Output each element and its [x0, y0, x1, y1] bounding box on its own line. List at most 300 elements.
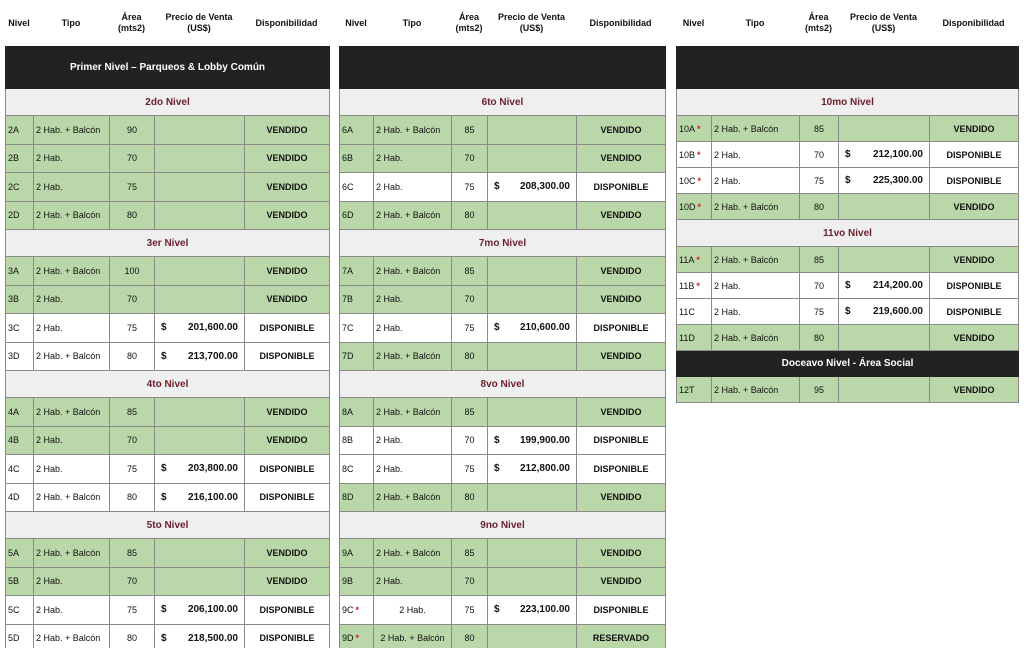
unit-table — [676, 46, 1019, 403]
header-nivel: Nivel — [345, 17, 367, 28]
level-banner-label: Primer Nivel – Parqueos & Lobby Común — [6, 47, 330, 89]
unit-id: 4B — [8, 435, 20, 446]
tipo-cell: 2 Hab. — [712, 168, 800, 194]
table-row[interactable] — [677, 194, 1019, 220]
price-value — [157, 633, 242, 644]
price-cell — [488, 314, 577, 343]
table-row[interactable] — [677, 247, 1019, 273]
currency-symbol: $ — [494, 463, 500, 475]
availability-status: DISPONIBLE — [930, 168, 1019, 194]
tipo-cell: 2 Hab. + Balcón — [34, 483, 110, 512]
level-section-header — [677, 351, 1019, 377]
table-row[interactable] — [340, 257, 666, 286]
table-row[interactable] — [340, 426, 666, 455]
unit-id: 10B — [679, 149, 696, 160]
asterisk-icon: * — [697, 149, 701, 160]
table-row[interactable] — [340, 483, 666, 512]
tipo-cell: 2 Hab. + Balcón — [374, 342, 452, 371]
price-cell — [488, 567, 577, 596]
table-row[interactable] — [340, 285, 666, 314]
tipo-cell: 2 Hab. — [374, 426, 452, 455]
asterisk-icon: * — [696, 280, 700, 291]
area-cell: 80 — [110, 201, 155, 230]
price-cell — [155, 567, 245, 596]
tipo-cell: 2 Hab. + Balcón — [374, 116, 452, 145]
unit-id: 2A — [8, 124, 20, 135]
asterisk-icon: * — [355, 633, 360, 644]
tipo-cell: 2 Hab. + Balcón — [34, 257, 110, 286]
price-cell — [839, 194, 930, 220]
table-row[interactable] — [6, 539, 330, 568]
table-header — [5, 0, 329, 46]
price-amount: 212,800.00 — [519, 463, 570, 475]
availability-status: VENDIDO — [245, 173, 330, 202]
price-cell — [839, 273, 930, 299]
header-precio: Precio de Venta (US$) — [849, 12, 918, 33]
level-title: Doceavo Nivel - Área Social — [677, 351, 1019, 377]
price-table-column-1 — [5, 0, 329, 648]
unit-id: 5C — [8, 604, 20, 615]
availability-status: DISPONIBLE — [930, 273, 1019, 299]
level-banner — [6, 47, 330, 89]
availability-status: DISPONIBLE — [930, 299, 1019, 325]
tipo-cell: 2 Hab. + Balcón — [374, 624, 452, 648]
tipo-cell: 2 Hab. — [34, 314, 110, 343]
price-value — [841, 280, 927, 291]
unit-id: 8C — [342, 463, 354, 474]
level-section-header — [340, 512, 666, 539]
currency-symbol: $ — [494, 181, 500, 193]
price-cell — [488, 144, 577, 173]
table-row[interactable] — [340, 398, 666, 427]
price-amount: 213,700.00 — [187, 350, 238, 362]
header-tipo: Tipo — [745, 17, 765, 28]
level-banner-label — [340, 47, 666, 89]
unit-id: 10C — [679, 175, 696, 186]
table-row[interactable] — [6, 342, 330, 371]
availability-status: DISPONIBLE — [245, 455, 330, 484]
price-cell — [155, 426, 245, 455]
table-row[interactable] — [6, 398, 330, 427]
level-title: 11vo Nivel — [677, 220, 1019, 247]
price-value — [841, 306, 927, 317]
price-cell — [488, 173, 577, 202]
tipo-cell: 2 Hab. — [34, 285, 110, 314]
currency-symbol: $ — [494, 322, 500, 334]
price-value — [157, 604, 242, 615]
unit-id: 2C — [8, 181, 20, 192]
table-row[interactable] — [677, 325, 1019, 351]
table-row[interactable] — [340, 144, 666, 173]
unit-id: 11B — [679, 280, 695, 291]
area-cell: 90 — [110, 116, 155, 145]
tipo-cell: 2 Hab. — [374, 314, 452, 343]
price-cell — [155, 173, 245, 202]
area-cell: 85 — [800, 247, 839, 273]
table-row[interactable] — [6, 596, 330, 625]
table-row[interactable] — [677, 116, 1019, 142]
tipo-cell: 2 Hab. + Balcón — [34, 342, 110, 371]
table-row[interactable] — [340, 201, 666, 230]
unit-cell — [677, 273, 712, 299]
unit-cell — [340, 624, 374, 648]
availability-status: DISPONIBLE — [930, 142, 1019, 168]
unit-table — [5, 46, 330, 648]
availability-status: DISPONIBLE — [245, 314, 330, 343]
table-row[interactable] — [6, 426, 330, 455]
price-cell — [155, 539, 245, 568]
unit-id: 2D — [8, 210, 20, 221]
unit-cell — [677, 247, 712, 273]
table-row[interactable] — [6, 455, 330, 484]
price-cell — [488, 257, 577, 286]
header-tipo: Tipo — [402, 17, 422, 28]
availability-status: VENDIDO — [930, 116, 1019, 142]
table-row[interactable] — [6, 257, 330, 286]
table-row[interactable] — [6, 201, 330, 230]
unit-id: 3A — [8, 265, 20, 276]
tipo-cell: 2 Hab. + Balcón — [712, 325, 800, 351]
unit-cell — [677, 168, 712, 194]
availability-status: VENDIDO — [577, 116, 666, 145]
area-cell: 70 — [110, 567, 155, 596]
availability-status: VENDIDO — [245, 201, 330, 230]
area-cell: 85 — [452, 539, 488, 568]
unit-cell — [6, 201, 34, 230]
table-row[interactable] — [6, 285, 330, 314]
table-row[interactable] — [340, 455, 666, 484]
price-value — [841, 175, 927, 186]
header-precio: Precio de Venta (US$) — [165, 12, 233, 33]
price-value — [490, 435, 574, 446]
header-precio: Precio de Venta (US$) — [497, 12, 566, 33]
header-disponibilidad: Disponibilidad — [255, 17, 318, 28]
price-value — [490, 322, 574, 333]
price-amount: 199,900.00 — [519, 434, 570, 446]
unit-id: 7D — [342, 351, 354, 362]
currency-symbol: $ — [845, 306, 851, 317]
availability-status: VENDIDO — [245, 539, 330, 568]
table-row[interactable] — [6, 567, 330, 596]
unit-cell — [677, 116, 712, 142]
currency-symbol: $ — [161, 491, 167, 503]
price-amount: 206,100.00 — [187, 604, 238, 616]
price-cell — [839, 299, 930, 325]
currency-symbol: $ — [161, 604, 167, 616]
tipo-cell: 2 Hab. — [34, 173, 110, 202]
tipo-cell: 2 Hab. + Balcón — [712, 116, 800, 142]
tipo-cell: 2 Hab. — [374, 144, 452, 173]
level-title: 8vo Nivel — [340, 371, 666, 398]
price-amount: 210,600.00 — [519, 322, 570, 334]
unit-id: 4C — [8, 463, 20, 474]
price-value — [157, 463, 242, 474]
availability-status: VENDIDO — [245, 567, 330, 596]
asterisk-icon: * — [697, 201, 702, 212]
availability-status: VENDIDO — [930, 247, 1019, 273]
table-row[interactable] — [340, 539, 666, 568]
header-area: Área (mts2) — [117, 12, 145, 33]
price-cell — [155, 285, 245, 314]
price-table-column-2 — [339, 0, 665, 648]
unit-id: 4D — [8, 492, 20, 503]
unit-id: 2B — [8, 153, 20, 164]
price-cell — [155, 314, 245, 343]
availability-status: VENDIDO — [930, 194, 1019, 220]
availability-status: VENDIDO — [577, 342, 666, 371]
unit-cell — [6, 285, 34, 314]
area-cell: 80 — [452, 483, 488, 512]
currency-symbol: $ — [845, 149, 851, 160]
availability-status: VENDIDO — [245, 257, 330, 286]
unit-id: 7A — [342, 265, 354, 276]
area-cell: 75 — [452, 173, 488, 202]
area-cell: 85 — [452, 398, 488, 427]
unit-cell — [340, 144, 374, 173]
price-cell — [839, 116, 930, 142]
availability-status: VENDIDO — [577, 398, 666, 427]
area-cell: 85 — [110, 398, 155, 427]
tipo-cell: 2 Hab. + Balcón — [374, 539, 452, 568]
table-row[interactable] — [340, 173, 666, 202]
unit-cell — [340, 116, 374, 145]
area-cell: 75 — [110, 596, 155, 625]
table-row[interactable] — [677, 273, 1019, 299]
price-amount: 225,300.00 — [872, 175, 923, 186]
table-row[interactable] — [6, 314, 330, 343]
availability-status: VENDIDO — [577, 285, 666, 314]
header-tipo: Tipo — [61, 17, 81, 28]
price-cell — [155, 116, 245, 145]
price-cell — [155, 483, 245, 512]
unit-id: 10A — [679, 123, 696, 134]
price-cell — [155, 144, 245, 173]
availability-status: VENDIDO — [577, 483, 666, 512]
area-cell: 80 — [110, 342, 155, 371]
area-cell: 85 — [110, 539, 155, 568]
header-area: Área (mts2) — [455, 12, 483, 33]
level-section-header — [340, 230, 666, 257]
header-nivel: Nivel — [8, 17, 30, 28]
table-row[interactable] — [6, 624, 330, 648]
unit-cell — [6, 314, 34, 343]
table-row[interactable] — [340, 567, 666, 596]
area-cell: 80 — [452, 201, 488, 230]
price-value — [157, 351, 242, 362]
area-cell: 95 — [800, 377, 839, 403]
price-cell — [155, 624, 245, 648]
currency-symbol: $ — [845, 280, 851, 291]
unit-id: 6D — [342, 210, 354, 221]
table-row[interactable] — [340, 342, 666, 371]
table-row[interactable] — [340, 116, 666, 145]
unit-cell — [6, 596, 34, 625]
tipo-cell: 2 Hab. + Balcón — [374, 257, 452, 286]
area-cell: 75 — [110, 173, 155, 202]
price-cell — [155, 342, 245, 371]
table-row[interactable] — [6, 173, 330, 202]
tipo-cell: 2 Hab. + Balcón — [374, 201, 452, 230]
availability-status: DISPONIBLE — [577, 314, 666, 343]
tipo-cell: 2 Hab. — [712, 273, 800, 299]
tipo-cell: 2 Hab. + Balcón — [712, 377, 800, 403]
level-banner-label — [677, 47, 1019, 89]
area-cell: 80 — [452, 342, 488, 371]
tipo-cell: 2 Hab. — [374, 455, 452, 484]
price-amount: 203,800.00 — [187, 463, 238, 475]
unit-cell — [340, 426, 374, 455]
level-section-header — [6, 89, 330, 116]
tipo-cell: 2 Hab. + Balcón — [34, 624, 110, 648]
availability-status: DISPONIBLE — [245, 596, 330, 625]
area-cell: 75 — [800, 299, 839, 325]
header-area: Área (mts2) — [804, 12, 832, 33]
area-cell: 70 — [452, 567, 488, 596]
level-section-header — [6, 512, 330, 539]
area-cell: 70 — [800, 273, 839, 299]
price-cell — [488, 342, 577, 371]
unit-id: 8D — [342, 492, 354, 503]
table-row[interactable] — [6, 144, 330, 173]
price-amount: 201,600.00 — [187, 322, 238, 334]
area-cell: 75 — [800, 168, 839, 194]
tipo-cell: 2 Hab. + Balcón — [34, 201, 110, 230]
availability-status: VENDIDO — [245, 144, 330, 173]
tipo-cell: 2 Hab. + Balcón — [34, 398, 110, 427]
tipo-cell: 2 Hab. — [374, 285, 452, 314]
price-cell — [839, 377, 930, 403]
area-cell: 75 — [452, 596, 488, 625]
price-amount: 214,200.00 — [872, 280, 923, 291]
unit-cell — [6, 539, 34, 568]
area-cell: 80 — [800, 194, 839, 220]
availability-status: VENDIDO — [577, 567, 666, 596]
unit-cell — [6, 483, 34, 512]
price-value — [841, 149, 927, 160]
area-cell: 85 — [452, 116, 488, 145]
tipo-cell: 2 Hab. + Balcón — [374, 483, 452, 512]
unit-id: 6C — [342, 181, 354, 192]
unit-cell — [6, 426, 34, 455]
table-header — [676, 0, 1018, 46]
currency-symbol: $ — [161, 463, 167, 475]
unit-id: 3B — [8, 294, 20, 305]
unit-id: 5B — [8, 576, 20, 587]
tipo-cell: 2 Hab. — [34, 426, 110, 455]
tipo-cell: 2 Hab. — [374, 596, 452, 625]
unit-cell — [340, 483, 374, 512]
asterisk-icon: * — [696, 254, 700, 265]
unit-cell — [340, 398, 374, 427]
tipo-cell: 2 Hab. — [34, 596, 110, 625]
table-row[interactable] — [340, 624, 666, 648]
level-title: 10mo Nivel — [677, 89, 1019, 116]
currency-symbol: $ — [845, 175, 851, 186]
table-row[interactable] — [6, 116, 330, 145]
unit-cell — [6, 624, 34, 648]
unit-cell — [6, 116, 34, 145]
level-title: 2do Nivel — [6, 89, 330, 116]
availability-status: VENDIDO — [577, 257, 666, 286]
unit-table — [339, 46, 666, 648]
price-cell — [488, 116, 577, 145]
unit-cell — [340, 567, 374, 596]
price-cell — [488, 426, 577, 455]
asterisk-icon: * — [697, 123, 701, 134]
unit-cell — [6, 342, 34, 371]
table-row[interactable] — [677, 299, 1019, 325]
unit-cell — [340, 285, 374, 314]
currency-symbol: $ — [494, 604, 500, 616]
unit-cell — [6, 144, 34, 173]
unit-id: 3C — [8, 322, 20, 333]
header-disponibilidad: Disponibilidad — [589, 17, 652, 28]
availability-status: VENDIDO — [930, 377, 1019, 403]
price-cell — [155, 455, 245, 484]
price-cell — [155, 201, 245, 230]
tipo-cell: 2 Hab. + Balcón — [34, 539, 110, 568]
table-row[interactable] — [340, 314, 666, 343]
unit-cell — [677, 299, 712, 325]
currency-symbol: $ — [161, 632, 167, 644]
area-cell: 100 — [110, 257, 155, 286]
unit-id: 9B — [342, 576, 354, 587]
area-cell: 70 — [452, 426, 488, 455]
price-value — [157, 322, 242, 333]
tipo-cell: 2 Hab. — [34, 144, 110, 173]
unit-cell — [677, 142, 712, 168]
table-row[interactable] — [677, 377, 1019, 403]
level-title: 4to Nivel — [6, 371, 330, 398]
area-cell: 70 — [800, 142, 839, 168]
table-row[interactable] — [6, 483, 330, 512]
price-cell — [488, 596, 577, 625]
area-cell: 75 — [452, 314, 488, 343]
price-cell — [839, 247, 930, 273]
area-cell: 70 — [110, 144, 155, 173]
area-cell: 75 — [110, 455, 155, 484]
unit-cell — [340, 539, 374, 568]
level-banner — [677, 47, 1019, 89]
price-cell — [839, 168, 930, 194]
availability-status: VENDIDO — [245, 426, 330, 455]
tipo-cell: 2 Hab. — [374, 567, 452, 596]
tipo-cell: 2 Hab. + Balcón — [712, 247, 800, 273]
availability-status: VENDIDO — [930, 325, 1019, 351]
header-nivel: Nivel — [682, 17, 705, 28]
price-cell — [488, 483, 577, 512]
availability-status: VENDIDO — [577, 144, 666, 173]
price-value — [490, 604, 574, 615]
price-cell — [839, 325, 930, 351]
table-row[interactable] — [340, 596, 666, 625]
availability-status: VENDIDO — [577, 201, 666, 230]
area-cell: 80 — [800, 325, 839, 351]
currency-symbol: $ — [494, 434, 500, 446]
area-cell: 70 — [110, 426, 155, 455]
unit-cell — [340, 314, 374, 343]
unit-cell — [340, 342, 374, 371]
table-row[interactable] — [677, 142, 1019, 168]
tipo-cell: 2 Hab. — [712, 142, 800, 168]
price-amount: 223,100.00 — [519, 604, 570, 616]
table-row[interactable] — [677, 168, 1019, 194]
price-amount: 216,100.00 — [187, 491, 238, 503]
price-table-column-3 — [676, 0, 1018, 403]
availability-status: DISPONIBLE — [577, 426, 666, 455]
availability-status: VENDIDO — [245, 116, 330, 145]
price-cell — [839, 142, 930, 168]
